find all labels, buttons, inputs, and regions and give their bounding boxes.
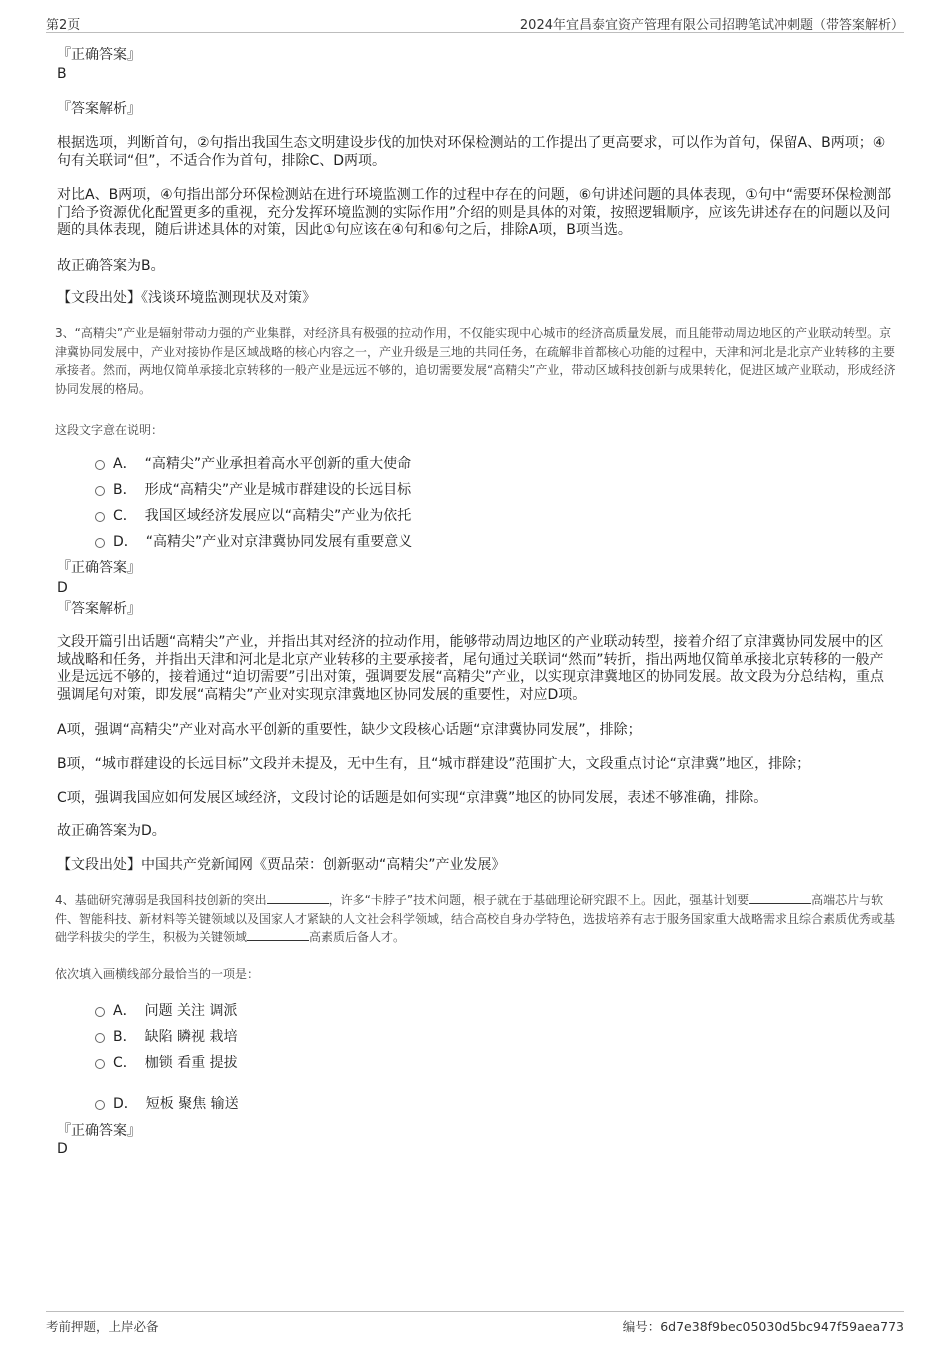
q3-analysis-p2: A项，强调“高精尖”产业对高水平创新的重要性，缺少文段核心话题“京津冀协同发展”，排除； (57, 722, 642, 738)
q2-analysis-p1: 根据选项，判断首句，②句指出我国生态文明建设步伐的加快对环保检测站的工作提出了更高要求，可以作为首句，保留A、B两项；④句有关联词“但”，不适合作为首句，排除C、D两项。 (57, 135, 886, 169)
radio-icon[interactable] (95, 512, 105, 522)
q3-answer-label: 『正确答案』 (57, 560, 141, 576)
q3-option-c[interactable]: C． 我国区域经济发展应以“高精尖”产业为依托 (95, 507, 411, 525)
q3-analysis-p3: B项，“城市群建设的长远目标”文段并未提及，无中生有，且“城市群建设”范围扩大，文段重点讨论“京津冀”地区，排除； (57, 756, 811, 772)
q3-analysis-p5: 故正确答案为D。 (57, 823, 166, 839)
radio-icon[interactable] (95, 486, 105, 496)
q2-analysis-p3: 故正确答案为B。 (57, 258, 165, 274)
q4-prompt: 依次填入画横线部分最恰当的一项是： (55, 967, 260, 981)
q3-option-b[interactable]: B． 形成“高精尖”产业是城市群建设的长远目标 (95, 481, 411, 499)
q2-answer: B (57, 66, 67, 82)
radio-icon[interactable] (95, 460, 105, 470)
q3-stem: 3、“高精尖”产业是辐射带动力强的产业集群，对经济具有极强的拉动作用，不仅能实现中心城市的经济高质量发展，而且能带动周边地区的产业联动转型。京津冀协同发展中，产业对接协作是区域战略的核心内容之一，产业升级是三地的共同任务，在疏解非首都核心功能的过程中，天津和河北是北京产业转移的主要承接者。然而，两地仅简单承接北京转移的一般产业是远远不够的，追切需要发展“高精尖”产业，带动区域科技创新与成果转化，促进区域产业联动，形成经济协同发展的格局。 (55, 326, 896, 396)
q3-option-d[interactable]: D． “高精尖”产业对京津冀协同发展有重要意义 (95, 533, 412, 551)
radio-icon[interactable] (95, 538, 105, 548)
q4-answer-label: 『正确答案』 (57, 1123, 141, 1139)
q2-source: 【文段出处】《浅谈环境监测现状及对策》 (57, 290, 316, 306)
q4-option-c[interactable]: C． 枷锁 看重 提拔 (95, 1054, 238, 1072)
q4-answer: D (57, 1141, 68, 1157)
q3-analysis-label: 『答案解析』 (57, 601, 141, 617)
q3-analysis-p1: 文段开篇引出话题“高精尖”产业，并指出其对经济的拉动作用，能够带动周边地区的产业联动转型，接着介绍了京津冀协同发展中的区域战略和任务，并指出天津和河北是北京产业转移的主要承接者，尾句通过关联词“然而”转折，指出两地仅简单承接北京转移的一般产业是远远不够的，接着通过“迫切需要”引出对策，强调要发展“高精尖”产业，以实现京津冀地区的协同发展。故文段为分总结构，重点强调尾句对策，即发展“高精尖”产业对实现京津冀地区协同发展的重要性，对应D项。 (57, 634, 885, 703)
q3-answer: D (57, 580, 68, 596)
q2-analysis-p2: 对比A、B两项，④句指出部分环保检测站在进行环境监测工作的过程中存在的问题，⑥句讲述问题的具体表现，①句中“需要环保检测部门给予资源优化配置更多的重视，充分发挥环境监测的实际作用”介绍的则是具体的对策，按照逻辑顺序，应该先讲述存在的问题以及问题的具体表现，随后讲述具体的对策，因此①句应该在④句和⑥句之后，排除A项，B项当选。 (57, 187, 892, 238)
radio-icon[interactable] (95, 1059, 105, 1069)
radio-icon[interactable] (95, 1033, 105, 1043)
radio-icon[interactable] (95, 1100, 105, 1110)
footer-slogan: 考前押题，上岸必备 (46, 1319, 159, 1334)
q3-option-a[interactable]: A． “高精尖”产业承担着高水平创新的重大使命 (95, 455, 411, 473)
q3-prompt: 这段文字意在说明： (55, 423, 164, 437)
q4-option-a[interactable]: A． 问题 关注 调派 (95, 1002, 237, 1020)
q2-analysis-label: 『答案解析』 (57, 101, 141, 117)
fill-blank-2 (749, 891, 811, 904)
radio-icon[interactable] (95, 1007, 105, 1017)
page-header (46, 12, 904, 33)
q4-option-b[interactable]: B． 缺陷 瞵视 栽培 (95, 1028, 238, 1046)
document-title: 2024年宜昌泰宜资产管理有限公司招聘笔试冲刺题（带答案解析） (519, 18, 904, 33)
page-footer (46, 1311, 904, 1336)
q3-analysis-p4: C项，强调我国应如何发展区域经济，文段讨论的话题是如何实现“京津冀”地区的协同发展，表述不够准确，排除。 (57, 790, 768, 806)
q3-source: 【文段出处】中国共产党新闻网《贾品荣：创新驱动“高精尖”产业发展》 (57, 857, 506, 873)
q2-answer-label: 『正确答案』 (57, 47, 141, 63)
page-number: 第2页 (46, 18, 81, 33)
fill-blank-1 (267, 891, 329, 904)
document-code: 编号：6d7e38f9bec05030d5bc947f59aea773 (622, 1319, 904, 1334)
q4-option-d[interactable]: D． 短板 聚焦 输送 (95, 1095, 239, 1113)
fill-blank-3 (247, 928, 309, 941)
q4-stem: 4、基础研究薄弱是我国科技创新的突出 ，许多“卡脖子”技术问题，根子就在于基础理论研究跟不上。因此，强基计划要 高端芯片与软件、智能科技、新材料等关键领域以及国家人才紧缺的人文社会科学领域，结合高校自身办学特色，选拔培养有志于服务国家重大战略需求且综合素质优秀或基础学科拔尖的学生，积极为关键领域 高素质后备人才。 (55, 893, 896, 944)
